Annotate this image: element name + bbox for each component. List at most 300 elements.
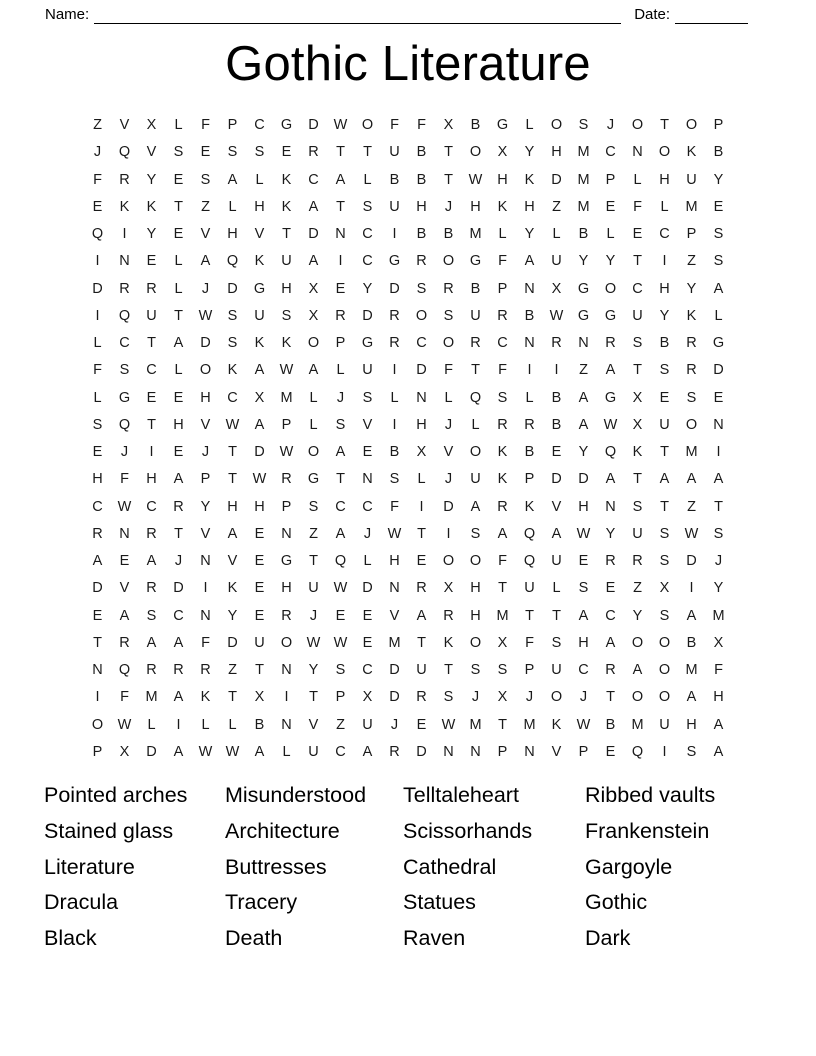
grid-cell[interactable]: P bbox=[92, 743, 103, 760]
grid-cell[interactable]: N bbox=[281, 662, 292, 678]
grid-cell[interactable]: N bbox=[92, 662, 103, 678]
grid-cell[interactable]: M bbox=[712, 607, 725, 624]
grid-cell[interactable]: S bbox=[632, 335, 643, 351]
grid-cell[interactable]: Y bbox=[146, 226, 157, 242]
grid-cell[interactable]: R bbox=[443, 280, 454, 297]
grid-cell[interactable]: S bbox=[281, 307, 292, 324]
grid-cell[interactable]: T bbox=[606, 689, 615, 706]
grid-cell[interactable]: N bbox=[200, 553, 211, 569]
grid-cell[interactable]: Y bbox=[362, 280, 373, 297]
grid-cell[interactable]: F bbox=[714, 662, 723, 678]
grid-cell[interactable]: B bbox=[470, 117, 481, 133]
grid-cell[interactable]: A bbox=[308, 198, 319, 215]
grid-cell[interactable]: X bbox=[713, 634, 724, 651]
grid-cell[interactable]: U bbox=[551, 662, 562, 678]
grid-cell[interactable]: H bbox=[92, 471, 103, 488]
grid-cell[interactable]: H bbox=[470, 607, 481, 624]
grid-cell[interactable]: R bbox=[605, 335, 616, 351]
grid-cell[interactable]: K bbox=[551, 716, 562, 733]
grid-cell[interactable]: C bbox=[605, 607, 616, 624]
grid-cell[interactable]: X bbox=[632, 389, 643, 406]
grid-cell[interactable]: T bbox=[309, 553, 318, 569]
date-input-line[interactable] bbox=[675, 8, 748, 24]
grid-cell[interactable]: K bbox=[227, 362, 238, 379]
grid-cell[interactable]: V bbox=[551, 498, 562, 515]
grid-cell[interactable]: X bbox=[497, 144, 508, 161]
grid-cell[interactable]: E bbox=[551, 444, 562, 460]
grid-cell[interactable]: Z bbox=[201, 198, 210, 215]
grid-cell[interactable]: Y bbox=[632, 607, 643, 624]
grid-cell[interactable]: Z bbox=[228, 662, 237, 678]
grid-cell[interactable]: M bbox=[631, 716, 644, 733]
grid-cell[interactable]: I bbox=[284, 689, 289, 706]
grid-cell[interactable]: K bbox=[632, 444, 643, 460]
grid-cell[interactable]: D bbox=[551, 171, 562, 188]
grid-cell[interactable]: M bbox=[685, 198, 698, 215]
grid-cell[interactable]: T bbox=[309, 689, 318, 706]
grid-cell[interactable]: O bbox=[658, 689, 671, 706]
grid-cell[interactable]: V bbox=[308, 716, 319, 733]
grid-cell[interactable]: X bbox=[443, 117, 454, 133]
grid-cell[interactable]: L bbox=[714, 307, 723, 324]
grid-cell[interactable]: H bbox=[227, 226, 238, 242]
grid-cell[interactable]: R bbox=[497, 416, 508, 433]
grid-cell[interactable]: B bbox=[416, 226, 427, 242]
grid-cell[interactable]: Z bbox=[336, 716, 345, 733]
grid-cell[interactable]: D bbox=[551, 471, 562, 488]
grid-cell[interactable]: E bbox=[146, 389, 157, 406]
grid-cell[interactable]: F bbox=[93, 362, 102, 379]
grid-cell[interactable]: G bbox=[496, 117, 509, 133]
grid-cell[interactable]: Y bbox=[200, 498, 211, 515]
grid-cell[interactable]: T bbox=[336, 144, 345, 161]
grid-cell[interactable]: C bbox=[335, 498, 346, 515]
grid-cell[interactable]: T bbox=[174, 307, 183, 324]
grid-cell[interactable]: O bbox=[685, 117, 698, 133]
grid-cell[interactable]: H bbox=[470, 580, 481, 597]
grid-cell[interactable]: E bbox=[605, 198, 616, 215]
grid-cell[interactable]: E bbox=[659, 389, 670, 406]
grid-cell[interactable]: V bbox=[389, 607, 400, 624]
grid-cell[interactable]: J bbox=[201, 280, 210, 297]
grid-cell[interactable]: K bbox=[119, 198, 130, 215]
grid-cell[interactable]: M bbox=[577, 171, 590, 188]
grid-cell[interactable]: A bbox=[254, 416, 265, 433]
grid-cell[interactable]: C bbox=[146, 498, 157, 515]
grid-cell[interactable]: R bbox=[92, 525, 103, 542]
grid-cell[interactable]: A bbox=[146, 553, 157, 569]
grid-cell[interactable]: C bbox=[416, 335, 427, 351]
grid-cell[interactable]: L bbox=[228, 716, 237, 733]
grid-cell[interactable]: Y bbox=[686, 280, 697, 297]
grid-cell[interactable]: S bbox=[92, 416, 103, 433]
grid-cell[interactable]: F bbox=[201, 634, 210, 651]
grid-cell[interactable]: Q bbox=[118, 307, 131, 324]
grid-cell[interactable]: N bbox=[578, 335, 589, 351]
grid-cell[interactable]: D bbox=[713, 362, 724, 379]
grid-cell[interactable]: L bbox=[660, 198, 669, 215]
grid-cell[interactable]: C bbox=[227, 389, 238, 406]
grid-cell[interactable]: T bbox=[498, 580, 507, 597]
grid-cell[interactable]: T bbox=[147, 416, 156, 433]
grid-cell[interactable]: Y bbox=[308, 662, 319, 678]
grid-cell[interactable]: E bbox=[335, 280, 346, 297]
grid-cell[interactable]: B bbox=[524, 307, 535, 324]
grid-cell[interactable]: A bbox=[713, 743, 724, 760]
grid-cell[interactable]: Z bbox=[633, 580, 642, 597]
grid-cell[interactable]: T bbox=[444, 662, 453, 678]
grid-cell[interactable]: J bbox=[390, 716, 399, 733]
grid-cell[interactable]: C bbox=[659, 226, 670, 242]
grid-cell[interactable]: A bbox=[578, 416, 589, 433]
grid-cell[interactable]: E bbox=[119, 553, 130, 569]
grid-cell[interactable]: H bbox=[524, 198, 535, 215]
grid-cell[interactable]: N bbox=[389, 580, 400, 597]
grid-cell[interactable]: A bbox=[173, 335, 184, 351]
grid-cell[interactable]: E bbox=[200, 144, 211, 161]
grid-cell[interactable]: T bbox=[363, 144, 372, 161]
grid-cell[interactable]: S bbox=[713, 253, 724, 270]
grid-cell[interactable]: G bbox=[280, 553, 293, 569]
grid-cell[interactable]: A bbox=[605, 471, 616, 488]
grid-cell[interactable]: Y bbox=[713, 171, 724, 188]
grid-cell[interactable]: N bbox=[470, 743, 481, 760]
grid-cell[interactable]: Y bbox=[605, 253, 616, 270]
grid-cell[interactable]: P bbox=[281, 498, 292, 515]
grid-cell[interactable]: E bbox=[173, 389, 184, 406]
grid-cell[interactable]: J bbox=[525, 689, 534, 706]
grid-cell[interactable]: A bbox=[686, 689, 697, 706]
grid-cell[interactable]: I bbox=[392, 362, 397, 379]
grid-cell[interactable]: S bbox=[551, 634, 562, 651]
grid-cell[interactable]: R bbox=[389, 307, 400, 324]
word-list-item[interactable]: Tracery bbox=[225, 890, 298, 915]
word-list-item[interactable]: Telltaleheart bbox=[403, 783, 519, 807]
grid-cell[interactable]: S bbox=[632, 498, 643, 515]
grid-cell[interactable]: T bbox=[255, 662, 264, 678]
grid-cell[interactable]: M bbox=[523, 716, 536, 733]
word-list-item[interactable]: Dracula bbox=[44, 890, 119, 915]
grid-cell[interactable]: U bbox=[632, 307, 643, 324]
grid-cell[interactable]: I bbox=[689, 580, 694, 597]
grid-cell[interactable]: O bbox=[658, 144, 671, 161]
grid-cell[interactable]: E bbox=[362, 607, 373, 624]
word-list-item[interactable]: Black bbox=[44, 926, 97, 951]
grid-cell[interactable]: R bbox=[281, 471, 292, 488]
grid-cell[interactable]: X bbox=[443, 580, 454, 597]
grid-cell[interactable]: A bbox=[686, 607, 697, 624]
grid-cell[interactable]: K bbox=[497, 198, 508, 215]
grid-cell[interactable]: O bbox=[658, 634, 671, 651]
word-list-item[interactable]: Buttresses bbox=[225, 854, 327, 879]
grid-cell[interactable]: V bbox=[443, 444, 454, 460]
grid-cell[interactable]: T bbox=[93, 634, 102, 651]
word-list-item[interactable]: Scissorhands bbox=[403, 818, 533, 843]
grid-cell[interactable]: N bbox=[524, 743, 535, 760]
grid-cell[interactable]: M bbox=[577, 198, 590, 215]
grid-cell[interactable]: E bbox=[254, 553, 265, 569]
grid-cell[interactable]: A bbox=[254, 743, 265, 760]
grid-cell[interactable]: L bbox=[174, 362, 183, 379]
grid-cell[interactable]: A bbox=[713, 471, 724, 488]
grid-cell[interactable]: R bbox=[335, 307, 346, 324]
grid-cell[interactable]: A bbox=[173, 689, 184, 706]
grid-cell[interactable]: S bbox=[227, 307, 238, 324]
grid-cell[interactable]: I bbox=[662, 743, 667, 760]
grid-cell[interactable]: L bbox=[525, 389, 534, 406]
grid-cell[interactable]: Y bbox=[659, 307, 670, 324]
grid-cell[interactable]: H bbox=[659, 171, 670, 188]
word-list-item[interactable]: Gothic bbox=[585, 890, 648, 915]
grid-cell[interactable]: C bbox=[362, 253, 373, 270]
grid-cell[interactable]: D bbox=[362, 307, 373, 324]
grid-cell[interactable]: R bbox=[173, 662, 184, 678]
word-list-item[interactable]: Architecture bbox=[225, 818, 340, 843]
grid-cell[interactable]: T bbox=[633, 362, 642, 379]
grid-cell[interactable]: B bbox=[389, 444, 400, 460]
grid-cell[interactable]: M bbox=[496, 607, 509, 624]
grid-cell[interactable]: U bbox=[524, 580, 535, 597]
grid-cell[interactable]: Q bbox=[334, 553, 347, 569]
grid-cell[interactable]: V bbox=[200, 226, 211, 242]
grid-cell[interactable]: W bbox=[225, 416, 240, 433]
grid-cell[interactable]: A bbox=[308, 253, 319, 270]
grid-cell[interactable]: R bbox=[173, 498, 184, 515]
grid-cell[interactable]: D bbox=[200, 335, 211, 351]
grid-cell[interactable]: E bbox=[173, 444, 184, 460]
grid-cell[interactable]: A bbox=[254, 362, 265, 379]
grid-cell[interactable]: R bbox=[389, 743, 400, 760]
grid-cell[interactable]: A bbox=[416, 607, 427, 624]
grid-cell[interactable]: U bbox=[362, 716, 373, 733]
grid-cell[interactable]: K bbox=[686, 144, 697, 161]
grid-cell[interactable]: Y bbox=[524, 144, 535, 161]
grid-cell[interactable]: U bbox=[470, 307, 481, 324]
grid-cell[interactable]: A bbox=[713, 716, 724, 733]
grid-cell[interactable]: W bbox=[468, 171, 483, 188]
grid-cell[interactable]: E bbox=[92, 444, 103, 460]
grid-cell[interactable]: P bbox=[524, 471, 535, 488]
grid-cell[interactable]: S bbox=[497, 389, 508, 406]
grid-cell[interactable]: M bbox=[145, 689, 158, 706]
grid-cell[interactable]: S bbox=[362, 198, 373, 215]
grid-cell[interactable]: O bbox=[469, 634, 482, 651]
grid-cell[interactable]: I bbox=[95, 307, 100, 324]
grid-cell[interactable]: Z bbox=[309, 525, 318, 542]
grid-cell[interactable]: T bbox=[174, 525, 183, 542]
grid-cell[interactable]: L bbox=[174, 117, 183, 133]
grid-cell[interactable]: O bbox=[361, 117, 374, 133]
grid-cell[interactable]: T bbox=[417, 525, 426, 542]
grid-cell[interactable]: E bbox=[578, 553, 589, 569]
grid-cell[interactable]: E bbox=[713, 198, 724, 215]
grid-cell[interactable]: W bbox=[333, 634, 348, 651]
grid-cell[interactable]: H bbox=[497, 171, 508, 188]
grid-cell[interactable]: D bbox=[686, 553, 697, 569]
grid-cell[interactable]: A bbox=[92, 553, 103, 569]
grid-cell[interactable]: I bbox=[338, 253, 343, 270]
grid-cell[interactable]: O bbox=[550, 689, 563, 706]
grid-cell[interactable]: B bbox=[578, 226, 589, 242]
grid-cell[interactable]: D bbox=[389, 662, 400, 678]
grid-cell[interactable]: P bbox=[200, 471, 211, 488]
grid-cell[interactable]: U bbox=[551, 553, 562, 569]
grid-cell[interactable]: P bbox=[227, 117, 238, 133]
grid-cell[interactable]: V bbox=[551, 743, 562, 760]
grid-cell[interactable]: H bbox=[416, 198, 427, 215]
grid-cell[interactable]: K bbox=[281, 198, 292, 215]
grid-cell[interactable]: B bbox=[551, 389, 562, 406]
grid-cell[interactable]: E bbox=[146, 253, 157, 270]
grid-cell[interactable]: N bbox=[605, 498, 616, 515]
grid-cell[interactable]: A bbox=[335, 444, 346, 460]
grid-cell[interactable]: X bbox=[497, 634, 508, 651]
grid-cell[interactable]: K bbox=[254, 253, 265, 270]
grid-cell[interactable]: Q bbox=[604, 444, 617, 460]
grid-cell[interactable]: G bbox=[280, 117, 293, 133]
grid-cell[interactable]: L bbox=[336, 362, 345, 379]
grid-cell[interactable]: E bbox=[362, 634, 373, 651]
grid-cell[interactable]: T bbox=[660, 117, 669, 133]
grid-cell[interactable]: A bbox=[227, 171, 238, 188]
word-list-item[interactable]: Stained glass bbox=[44, 818, 174, 843]
grid-cell[interactable]: T bbox=[660, 444, 669, 460]
grid-cell[interactable]: W bbox=[252, 471, 267, 488]
grid-cell[interactable]: W bbox=[198, 743, 213, 760]
grid-cell[interactable]: I bbox=[122, 226, 127, 242]
grid-cell[interactable]: B bbox=[605, 716, 616, 733]
grid-cell[interactable]: X bbox=[254, 689, 265, 706]
grid-cell[interactable]: F bbox=[498, 253, 507, 270]
grid-cell[interactable]: X bbox=[551, 280, 562, 297]
grid-cell[interactable]: H bbox=[551, 144, 562, 161]
grid-cell[interactable]: L bbox=[552, 580, 561, 597]
grid-cell[interactable]: O bbox=[280, 634, 293, 651]
grid-cell[interactable]: U bbox=[308, 580, 319, 597]
grid-cell[interactable]: G bbox=[712, 335, 725, 351]
grid-cell[interactable]: J bbox=[444, 198, 453, 215]
grid-cell[interactable]: W bbox=[684, 525, 699, 542]
grid-cell[interactable]: O bbox=[469, 144, 482, 161]
grid-cell[interactable]: O bbox=[442, 253, 455, 270]
grid-cell[interactable]: E bbox=[416, 716, 427, 733]
grid-cell[interactable]: W bbox=[279, 362, 294, 379]
grid-cell[interactable]: B bbox=[389, 171, 400, 188]
grid-cell[interactable]: G bbox=[253, 280, 266, 297]
grid-cell[interactable]: P bbox=[686, 226, 697, 242]
grid-cell[interactable]: E bbox=[254, 580, 265, 597]
grid-cell[interactable]: F bbox=[498, 553, 507, 569]
grid-cell[interactable]: A bbox=[173, 471, 184, 488]
grid-cell[interactable]: L bbox=[633, 171, 642, 188]
grid-cell[interactable]: S bbox=[713, 525, 724, 542]
grid-cell[interactable]: F bbox=[93, 171, 102, 188]
grid-cell[interactable]: C bbox=[146, 362, 157, 379]
grid-cell[interactable]: D bbox=[254, 444, 265, 460]
grid-cell[interactable]: J bbox=[606, 117, 615, 133]
grid-cell[interactable]: O bbox=[307, 444, 320, 460]
grid-cell[interactable]: T bbox=[552, 607, 561, 624]
grid-cell[interactable]: D bbox=[92, 280, 103, 297]
grid-cell[interactable]: T bbox=[282, 226, 291, 242]
grid-cell[interactable]: H bbox=[659, 280, 670, 297]
grid-cell[interactable]: I bbox=[203, 580, 208, 597]
grid-cell[interactable]: F bbox=[525, 634, 534, 651]
grid-cell[interactable]: T bbox=[147, 335, 156, 351]
grid-cell[interactable]: V bbox=[146, 144, 157, 161]
grid-cell[interactable]: H bbox=[470, 198, 481, 215]
grid-cell[interactable]: S bbox=[146, 607, 157, 624]
grid-cell[interactable]: X bbox=[632, 416, 643, 433]
grid-cell[interactable]: A bbox=[713, 280, 724, 297]
grid-cell[interactable]: E bbox=[281, 144, 292, 161]
grid-cell[interactable]: L bbox=[363, 553, 372, 569]
grid-cell[interactable]: A bbox=[335, 171, 346, 188]
grid-cell[interactable]: Z bbox=[93, 117, 102, 133]
grid-cell[interactable]: T bbox=[525, 607, 534, 624]
grid-cell[interactable]: B bbox=[659, 335, 670, 351]
grid-cell[interactable]: H bbox=[578, 498, 589, 515]
grid-cell[interactable]: L bbox=[525, 117, 534, 133]
grid-cell[interactable]: F bbox=[498, 362, 507, 379]
grid-cell[interactable]: V bbox=[200, 525, 211, 542]
grid-cell[interactable]: F bbox=[120, 689, 129, 706]
grid-cell[interactable]: K bbox=[497, 471, 508, 488]
grid-cell[interactable]: A bbox=[119, 607, 130, 624]
grid-cell[interactable]: U bbox=[362, 362, 373, 379]
grid-cell[interactable]: C bbox=[362, 662, 373, 678]
grid-cell[interactable]: R bbox=[146, 280, 157, 297]
grid-cell[interactable]: S bbox=[578, 580, 589, 597]
grid-cell[interactable]: X bbox=[119, 743, 130, 760]
grid-cell[interactable]: L bbox=[417, 471, 426, 488]
grid-cell[interactable]: L bbox=[228, 198, 237, 215]
grid-cell[interactable]: L bbox=[174, 253, 183, 270]
grid-cell[interactable]: G bbox=[307, 471, 320, 488]
grid-cell[interactable]: J bbox=[309, 607, 318, 624]
grid-cell[interactable]: H bbox=[254, 498, 265, 515]
grid-cell[interactable]: S bbox=[119, 362, 130, 379]
grid-cell[interactable]: B bbox=[443, 226, 454, 242]
grid-cell[interactable]: A bbox=[227, 525, 238, 542]
grid-cell[interactable]: X bbox=[659, 580, 670, 597]
grid-cell[interactable]: R bbox=[686, 335, 697, 351]
grid-cell[interactable]: M bbox=[388, 634, 401, 651]
grid-cell[interactable]: G bbox=[577, 307, 590, 324]
grid-cell[interactable]: R bbox=[686, 362, 697, 379]
grid-cell[interactable]: E bbox=[632, 226, 643, 242]
grid-cell[interactable]: Q bbox=[118, 662, 131, 678]
grid-cell[interactable]: U bbox=[254, 307, 265, 324]
grid-cell[interactable]: O bbox=[658, 662, 671, 678]
grid-cell[interactable]: K bbox=[524, 498, 535, 515]
grid-cell[interactable]: R bbox=[524, 416, 535, 433]
grid-cell[interactable]: W bbox=[279, 444, 294, 460]
word-list-item[interactable]: Pointed arches bbox=[44, 783, 188, 807]
grid-cell[interactable]: R bbox=[416, 253, 427, 270]
grid-cell[interactable]: B bbox=[416, 144, 427, 161]
grid-cell[interactable]: V bbox=[254, 226, 265, 242]
grid-cell[interactable]: N bbox=[443, 743, 454, 760]
grid-cell[interactable]: R bbox=[443, 607, 454, 624]
grid-cell[interactable]: Z bbox=[687, 498, 696, 515]
grid-cell[interactable]: G bbox=[604, 307, 617, 324]
word-list-item[interactable]: Raven bbox=[403, 926, 466, 951]
grid-cell[interactable]: S bbox=[497, 662, 508, 678]
grid-cell[interactable]: E bbox=[605, 580, 616, 597]
grid-cell[interactable]: K bbox=[686, 307, 697, 324]
grid-cell[interactable]: X bbox=[146, 117, 157, 133]
